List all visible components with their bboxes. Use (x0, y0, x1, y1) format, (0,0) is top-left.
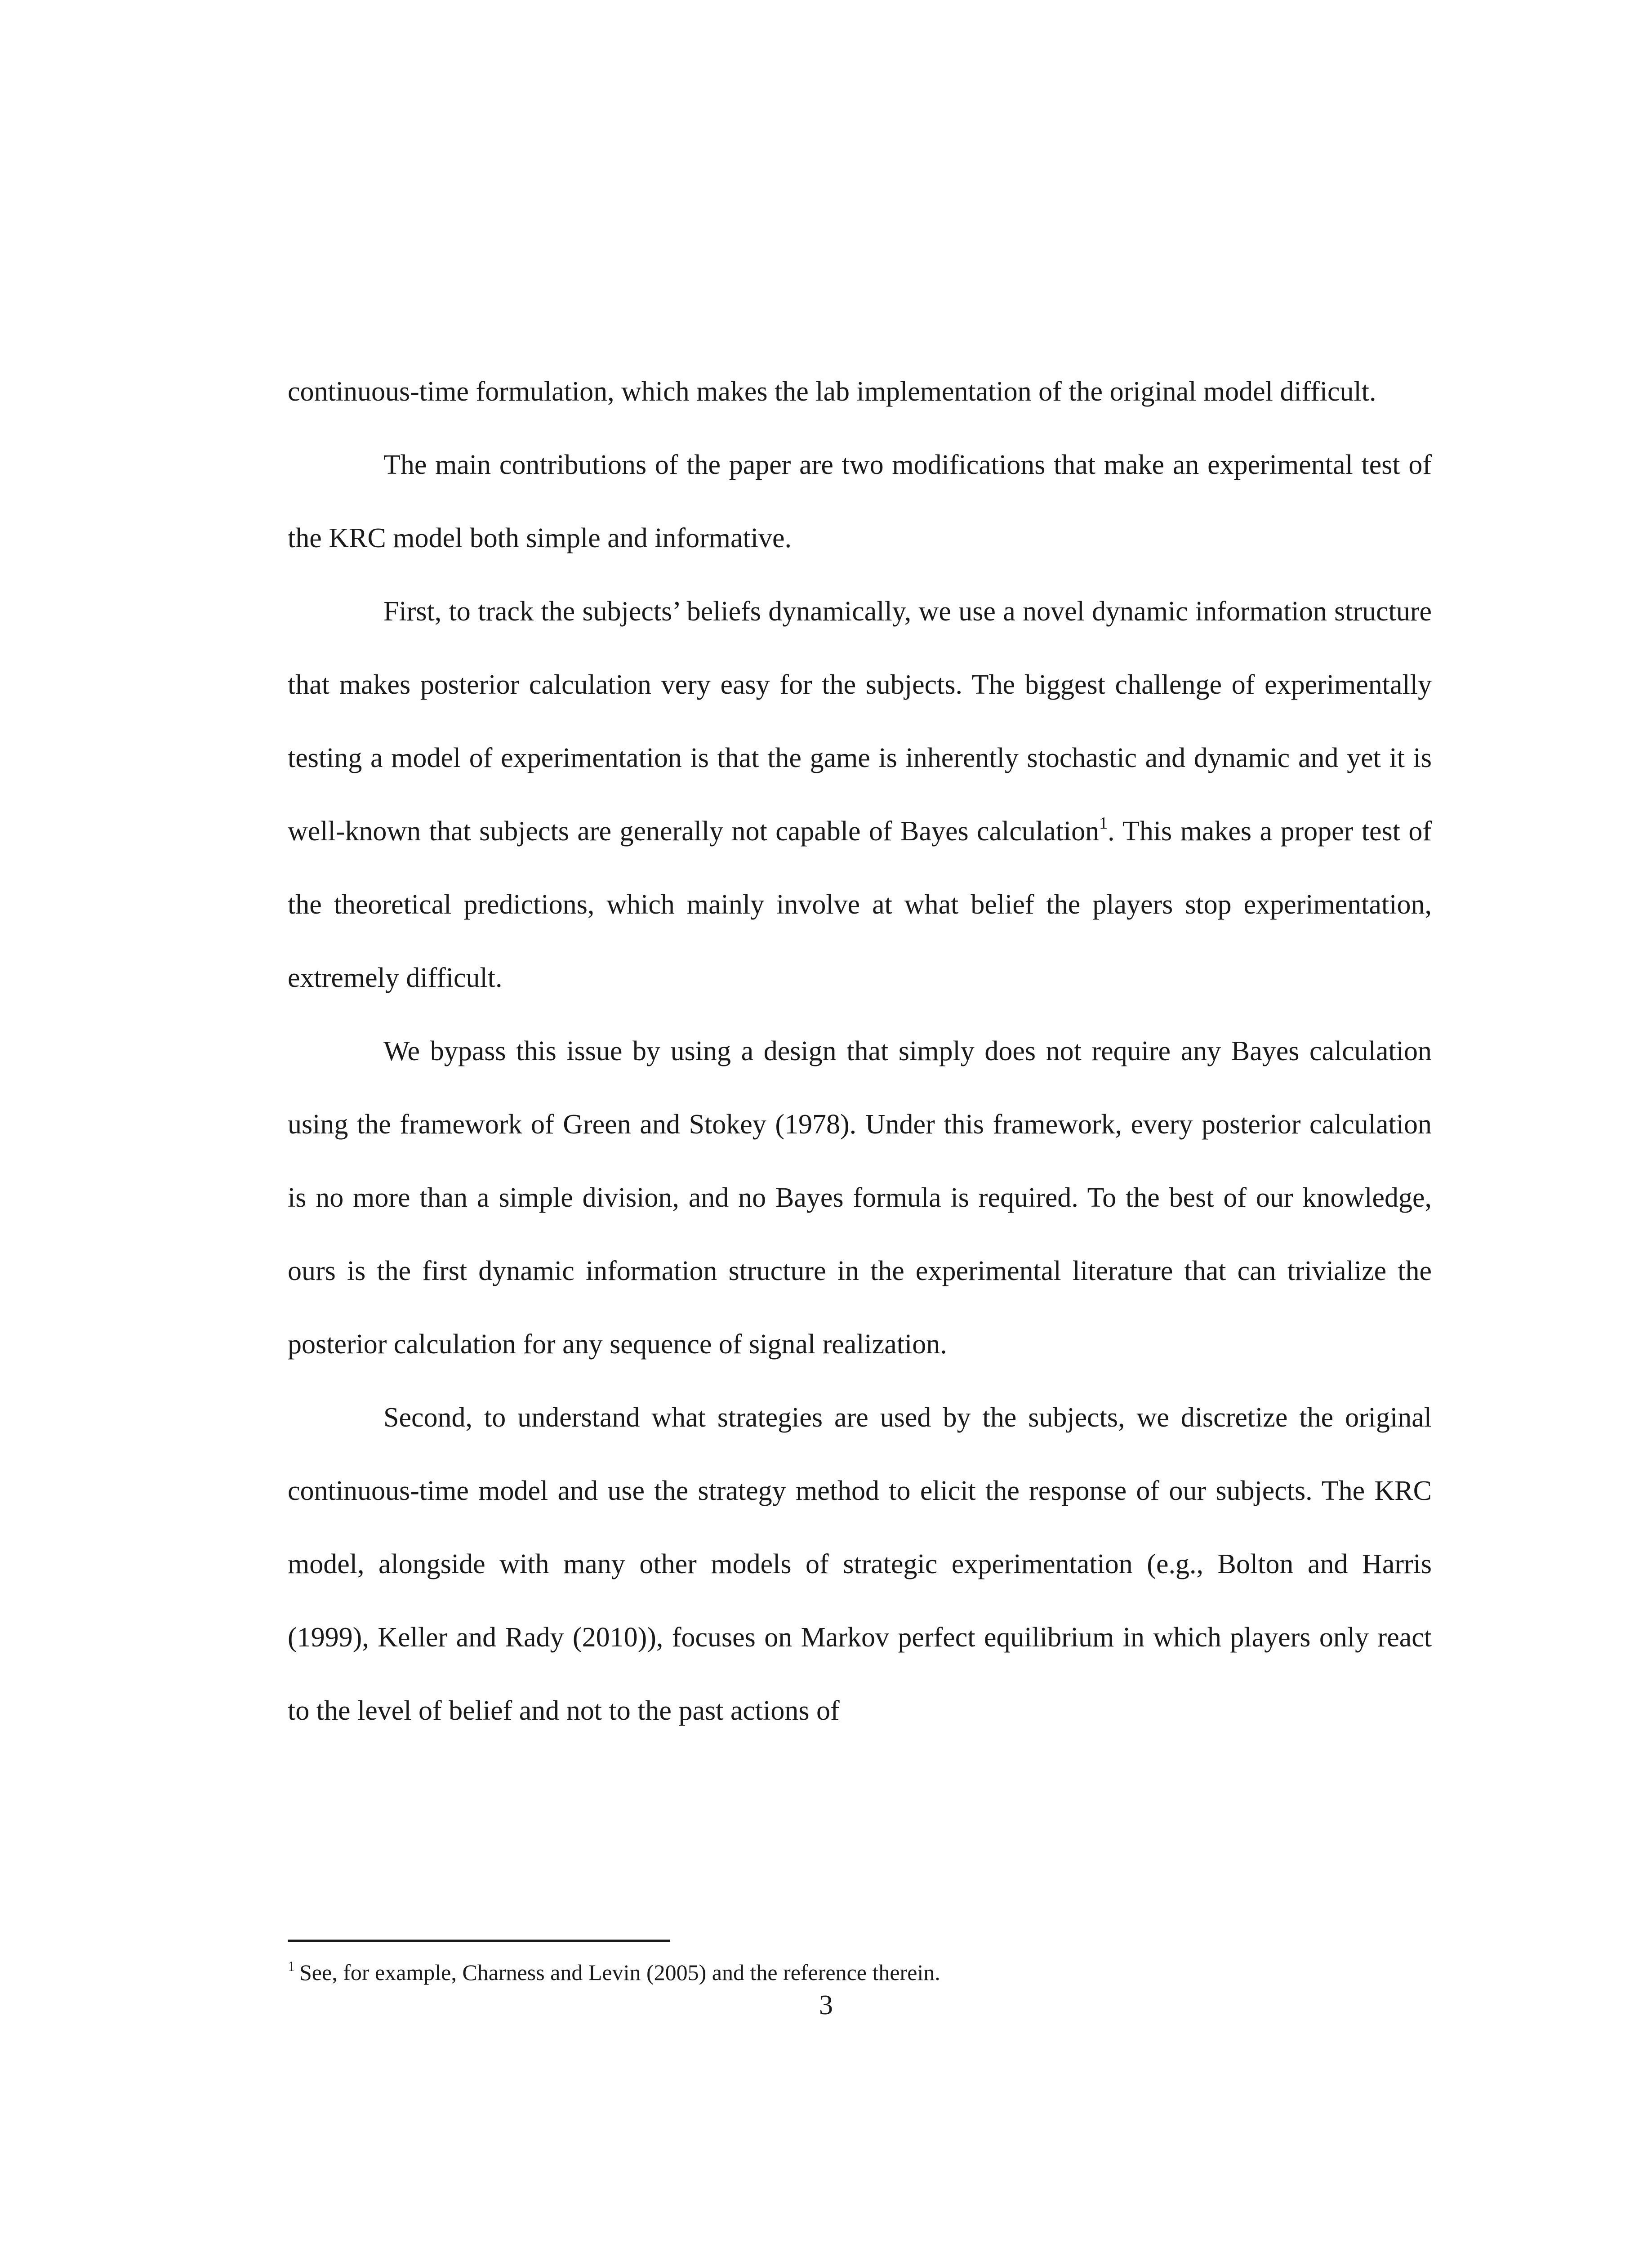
footnote-text: See, for example, Charness and Levin (2005) and the reference therein. (299, 1960, 940, 1985)
body-text (288, 355, 1432, 1748)
footnote-separator (288, 1940, 670, 1942)
paragraph-text: The main contributions of the paper are two modifications that make an experimental test of the KRC model both simple and informative. (288, 450, 1432, 553)
paragraph-text: continuous-time formulation, which makes the lab implementation of the original model difficult. (288, 376, 1376, 407)
footnote (288, 1957, 1432, 1988)
paragraph-text-after-footnote: . This makes a proper test of the theoretical predictions, which mainly involve at what belief the players stop experimentation, extremely difficult. (288, 816, 1432, 993)
footnote-reference[interactable]: 1 (1099, 814, 1108, 833)
paragraph-second-modification (288, 1381, 1432, 1748)
footnote-marker: 1 (288, 1958, 295, 1974)
paragraph-bypass-issue (288, 1015, 1432, 1381)
paragraph-text: We bypass this issue by using a design that simply does not require any Bayes calculation using the framework of Green and Stokey (1978). Under this framework, every posterior calculation is no more than a simple division, and no Bayes formula is required. To the best of our knowledge, ours is the first dynamic information structure in the experimental literature that can trivialize the posterior calculation for any sequence of signal realization. (288, 1036, 1432, 1360)
paragraph-text: Second, to understand what strategies are used by the subjects, we discretize the original continuous-time model and use the strategy method to elicit the response of our subjects. The KRC model, alongside with many other models of strategic experimentation (e.g., Bolton and Harris (1999), Keller and Rady (2010)), focuses on Markov perfect equilibrium in which players only react to the level of belief and not to the past actions of (288, 1402, 1432, 1726)
paragraph-contributions (288, 428, 1432, 575)
page-number: 3 (819, 1990, 833, 2021)
paragraph-first-modification (288, 575, 1432, 1015)
paragraph-text: First, to track the subjects’ beliefs dynamically, we use a novel dynamic information structure that makes posterior calculation very easy for the subjects. The biggest challenge of experimentally testing a model of experimentation is that the game is inherently stochastic and dynamic and yet it is well-known that subjects are generally not capable of Bayes calculation (288, 596, 1432, 847)
paragraph-continuation (288, 355, 1432, 428)
